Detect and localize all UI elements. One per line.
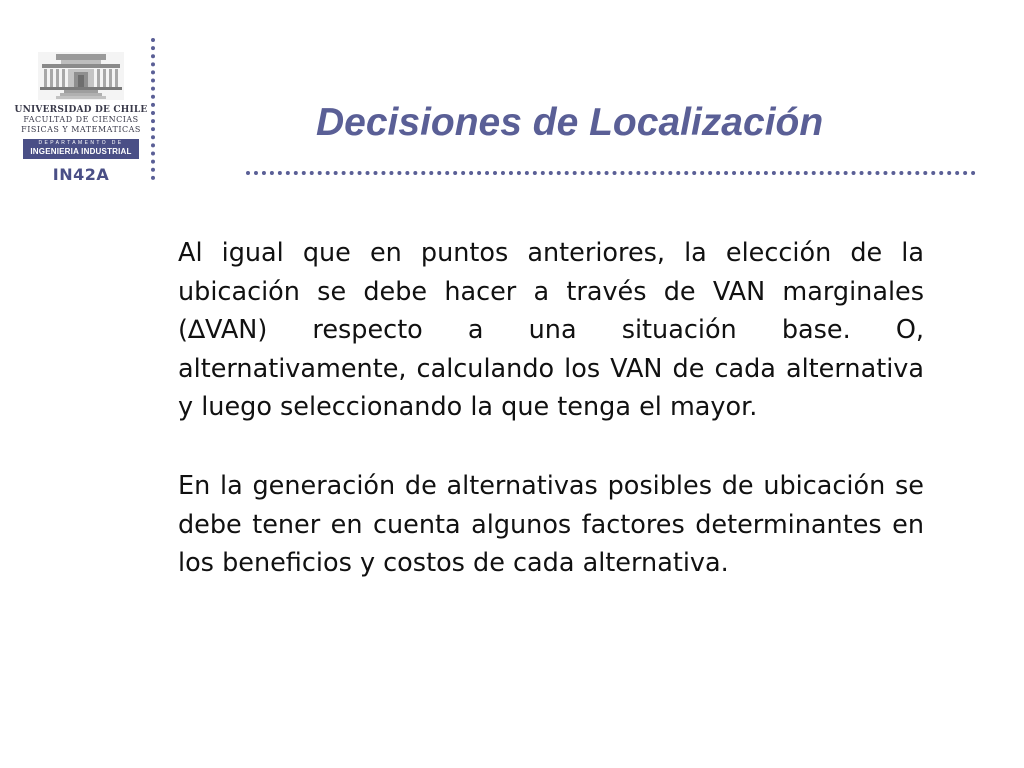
department-band [23,139,139,159]
course-code: IN42A [52,165,110,184]
university-logo [14,52,148,184]
faculty-line-1: FACULTAD DE CIENCIAS [23,115,139,124]
department-label: DEPARTAMENTO DE [38,140,124,146]
slide-body [178,234,924,583]
university-building-icon [38,52,124,100]
title-dotted-underline [246,171,976,175]
vertical-dotted-divider [151,38,155,180]
slide-title: Decisiones de Localización [316,101,824,144]
university-name: UNIVERSIDAD DE CHILE [14,105,148,115]
body-paragraph: En la generación de alternativas posibles de ubicación se debe tener en cuenta algunos factores determinantes en los beneficios y costos de cada alternativa. [178,470,924,579]
body-paragraph: Al igual que en puntos anteriores, la elección de la ubicación se debe hacer a través de VAN marginales (∆VAN) respecto a una situación base. O, alternativamente, calculando los VAN de cada alternativa y luego seleccionando la que tenga el mayor. [178,238,924,423]
department-name: INGENIERIA INDUSTRIAL [30,147,132,156]
faculty-line-2: FISICAS Y MATEMATICAS [21,125,141,134]
